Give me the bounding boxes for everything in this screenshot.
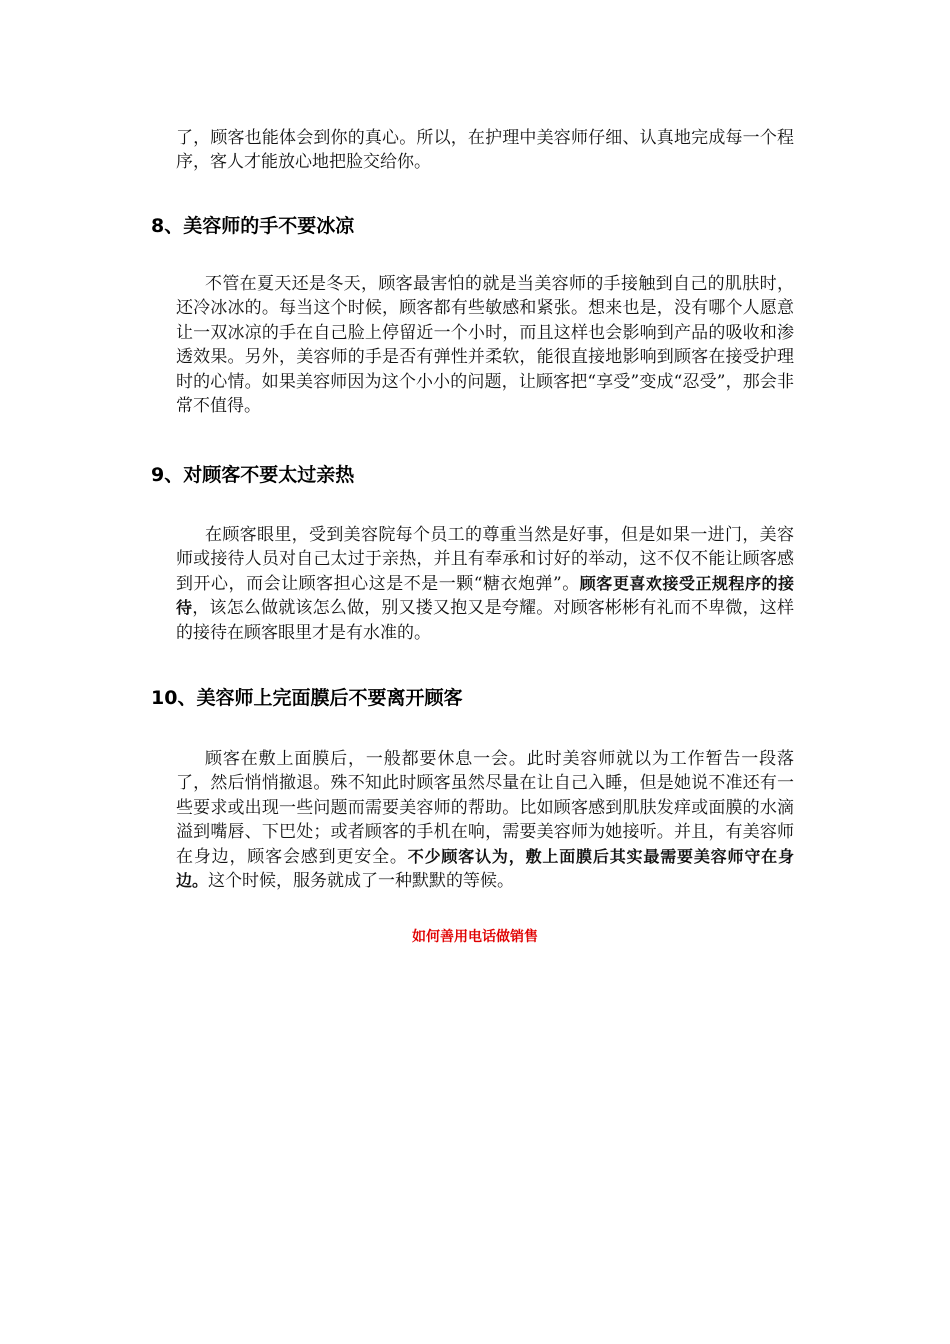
section-10-body-emphasis: 不少顾客认为，敷上面膜后其实最需要美容师守在身边。 <box>176 846 794 891</box>
section-9-body <box>176 523 794 645</box>
section-8-heading: 8、美容师的手不要冰凉 <box>151 215 355 237</box>
section-9-body-text: 在顾客眼里，受到美容院每个员工的尊重当然是好事，但是如果一进门，美容师或接待人员对自己太过于亲热，并且有奉承和讨好的举动，这不仅不能让顾客感到开心，而会让顾客担心这是不是一颗“糖衣炮弹”。 <box>176 525 794 594</box>
section-10-heading: 10、美容师上完面膜后不要离开顾客 <box>151 687 463 709</box>
section-9-body-emphasis: 顾客更喜欢接受正规程序的接待 <box>176 573 794 618</box>
section-10-body-text: 顾客在敷上面膜后，一般都要休息一会。此时美容师就以为工作暂告一段落了，然后悄悄撤退。殊不知此时顾客虽然尽量在让自己入睡，但是她说不准还有一些要求或出现一些问题而需要美容师的帮助。比如顾客感到肌肤发痒或面膜的水滴溢到嘴唇、下巴处；或者顾客的手机在响，需要美容师为她接听。并且，有美容师在身边，顾客会感到更安全。 <box>176 749 794 867</box>
section-9-heading: 9、对顾客不要太过亲热 <box>151 464 355 486</box>
section-9-body-text-end: ，该怎么做就该怎么做，别又搂又抱又是夸耀。对顾客彬彬有礼而不卑微，这样的接待在顾客眼里才是有水准的。 <box>176 598 794 643</box>
section-8-body: 不管在夏天还是冬天，顾客最害怕的就是当美容师的手接触到自己的肌肤时，还冷冰冰的。每当这个时候，顾客都有些敏感和紧张。想来也是，没有哪个人愿意让一双冰凉的手在自己脸上停留近一个小时，而且这样也会影响到产品的吸收和渗透效果。另外，美容师的手是否有弹性并柔软，能很直接地影响到顾客在接受护理时的心情。如果美容师因为这个小小的问题，让顾客把“享受”变成“忍受”，那会非常不值得。 <box>176 274 794 417</box>
intro-paragraph: 了，顾客也能体会到你的真心。所以，在护理中美容师仔细、认真地完成每一个程序，客人才能放心地把脸交给你。 <box>176 128 794 173</box>
section-10-body-text-end: 这个时候，服务就成了一种默默的等候。 <box>208 871 515 892</box>
footer-link[interactable]: 如何善用电话做销售 <box>412 929 538 945</box>
section-10-body <box>176 747 794 893</box>
